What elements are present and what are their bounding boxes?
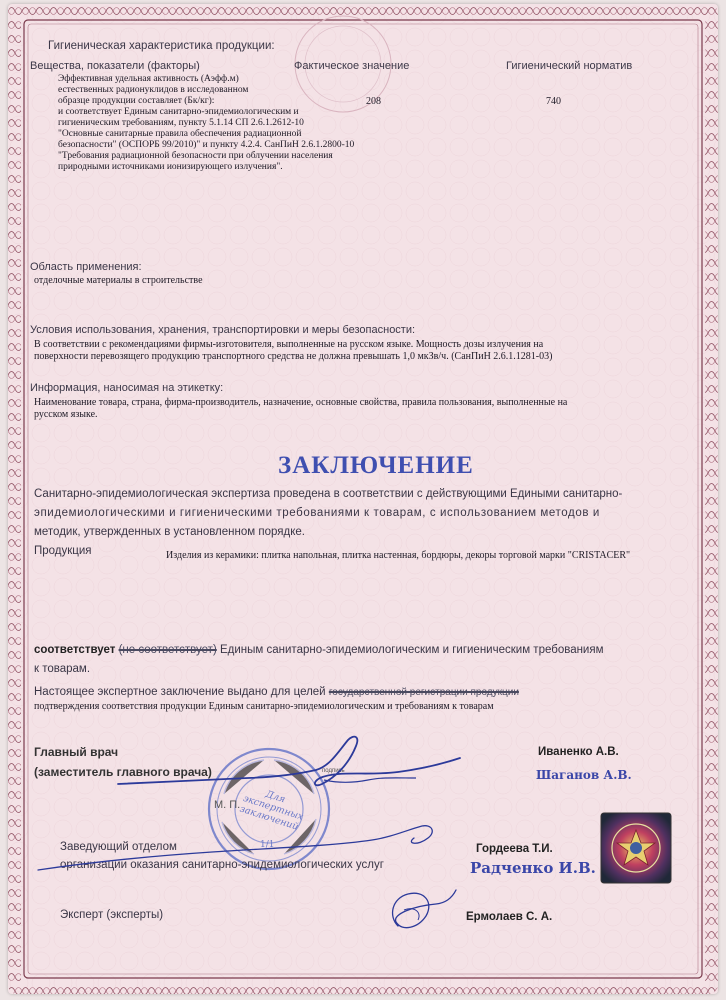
norm-value: 740 <box>546 96 561 107</box>
hygiene-line: Эффективная удельная активность (Аэфф.м) <box>58 74 239 84</box>
conditions-label: Условия использования, хранения, транспортировки и меры безопасности: <box>30 324 416 336</box>
expert-label: Эксперт (эксперты) <box>60 909 164 921</box>
seal-placeholder-label: М. П. <box>214 799 241 811</box>
expert-signature <box>374 876 464 946</box>
certificate-page <box>8 4 718 994</box>
sign-caption: подпись <box>322 768 345 774</box>
compliance-verdict: соответствует <box>34 644 116 656</box>
head-name: Гордеева Т.И. <box>476 843 553 855</box>
conclusion-line: эпидемиологическими и гигиеническими требованиями к товарам, с использованием методов и <box>34 507 600 519</box>
hygiene-line: гигиеническим требованиям, пункту 5.1.14 СП 2.6.1.2612-10 <box>58 118 304 128</box>
section-title: Гигиеническая характеристика продукции: <box>48 40 275 52</box>
hygiene-line: природными источниками ионизирующего излучения". <box>58 162 283 172</box>
head-name-handwritten: Радченко И.В. <box>470 859 596 877</box>
hygiene-line: естественных радионуклидов в исследованном <box>58 85 249 95</box>
actual-value: 208 <box>366 96 381 107</box>
column-substances: Вещества, показатели (факторы) <box>30 60 200 72</box>
conclusion-line: методик, утвержденных в установленном порядке. <box>34 526 305 538</box>
compliance-line2: к товарам. <box>34 663 91 675</box>
hygiene-line: и соответствует Единым санитарно-эпидемиологическим и <box>58 107 299 117</box>
issued-line2: подтверждения соответствия продукции Единым санитарно-эпидемиологическим и требованиям к товарам <box>34 701 494 712</box>
org-label: организации оказания санитарно-эпидемиологических услуг <box>60 859 384 871</box>
issued-statement <box>34 683 694 702</box>
hygiene-line: безопасности" (ОСПОРБ 99/2010)" и пункту 4.2.4. СанПиН 2.6.1.2800-10 <box>58 140 355 150</box>
head-signature <box>32 822 472 882</box>
column-norm: Гигиенический норматив <box>506 60 633 72</box>
scope-value: отделочные материалы в строительстве <box>34 275 203 286</box>
conditions-text <box>34 339 552 363</box>
label-info-line: Наименование товара, страна, фирма-производитель, назначение, основные свойства, правила пользования, выполненные на <box>34 397 568 408</box>
stamp-number: 1/1 <box>260 840 275 850</box>
stamp-text: Для экспертных заключений <box>238 788 305 833</box>
scope-label: Область применения: <box>30 261 142 273</box>
deputy-name-handwritten: Шаганов А.В. <box>536 768 632 782</box>
label-info-text <box>34 397 567 421</box>
chief-name: Иваненко А.В. <box>538 746 619 758</box>
hygiene-line: образце продукции составляет (Бк/кг): <box>58 96 215 106</box>
compliance-statement <box>34 641 694 679</box>
hygiene-line: "Требования радиационной безопасности при облучении населения <box>58 151 333 161</box>
conditions-line: В соответствии с рекомендациями фирмы-изготовителя, выполненные на русском языке. Мощность дозы излучения на <box>34 339 544 350</box>
issued-struck: государственной регистрации продукции <box>328 687 519 698</box>
column-actual: Фактическое значение <box>294 60 410 72</box>
product-value: Изделия из керамики: плитка напольная, плитка настенная, бордюры, декоры торговой марки "CRISTACER" <box>166 550 631 561</box>
compliance-struck: (не соответствует) <box>118 644 217 656</box>
chief-label: Главный врач <box>34 745 119 759</box>
compliance-rest: Единым санитарно-эпидемиологическим и гигиеническим требованиям <box>219 644 604 656</box>
label-info-line: русском языке. <box>34 409 98 420</box>
expert-name: Ермолаев С. А. <box>466 911 553 923</box>
hygiene-line: "Основные санитарные правила обеспечения радиационной <box>58 129 302 139</box>
head-label: Заведующий отделом <box>60 841 177 853</box>
product-label: Продукция <box>34 545 92 557</box>
conditions-line: поверхности перевозящего продукцию транспортного средства не должна превышать 1,0 мкЗв/ч. (СанПиН 2.6.1.1281-03) <box>34 351 553 362</box>
hologram-sticker <box>600 812 672 884</box>
issued-prefix: Настоящее экспертное заключение выдано для целей <box>34 686 326 698</box>
hygiene-description <box>58 74 388 173</box>
label-info-label: Информация, наносимая на этикетку: <box>30 382 224 394</box>
conclusion-text <box>34 485 674 542</box>
deputy-label: (заместитель главного врача) <box>34 765 212 779</box>
conclusion-line: Санитарно-эпидемиологическая экспертиза проведена в соответствии с действующими Едиными санитарно- <box>34 488 623 500</box>
conclusion-title: ЗАКЛЮЧЕНИЕ <box>278 452 474 479</box>
